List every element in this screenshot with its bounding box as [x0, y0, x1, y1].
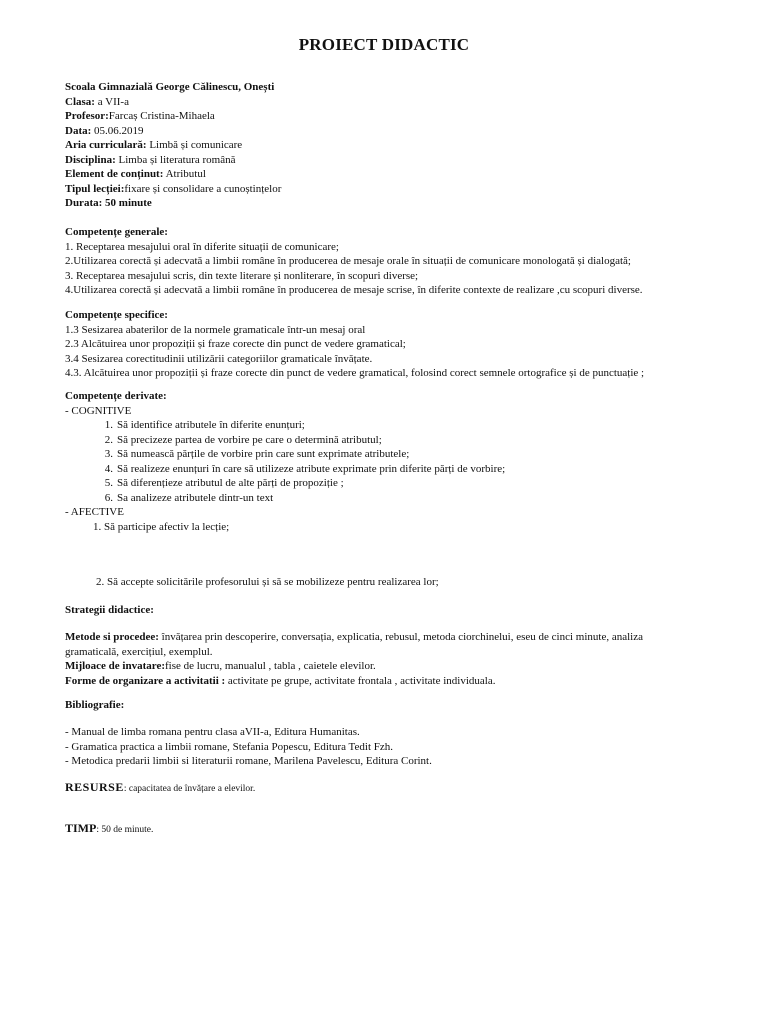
derived-competences	[65, 389, 745, 534]
bibliography-title: Bibliografie:	[65, 699, 125, 711]
list-item: 1. Să identifice atributele în diferite enunțuri;	[104, 419, 305, 431]
lesson-type-row: Tipul lecției:fixare și consolidare a cunoștințelor	[65, 182, 282, 195]
list-item: 2. Să precizeze partea de vorbire pe care o determină atributul;	[104, 433, 382, 446]
list-item: 6. Sa analizeze atributele dintr-un text	[104, 491, 274, 504]
strategies-title: Strategii didactice:	[65, 604, 154, 616]
resources-text: : capacitatea de învățare a elevilor.	[123, 784, 256, 794]
list-item: 4.Utilizarea corectă și adecvată a limbii române în producerea de mesaje scrise, în diferite contexte de realizare ,cu scopuri diverse.	[65, 284, 643, 296]
date-row: Data: 05.06.2019	[65, 124, 144, 137]
list-item: 2.Utilizarea corectă și adecvată a limbii române în producerea de mesaje orale în situații de comunicare monologată și dialogată;	[65, 255, 631, 267]
forms-text: activitate pe grupe, activitate frontala , activitate individuala.	[225, 674, 496, 687]
teacher-row: Profesor:Farcaș Cristina-Mihaela	[65, 110, 215, 122]
area-row: Aria curriculară: Limbă și comunicare	[65, 139, 243, 151]
list-item: - Metodica predarii limbii si literaturii romane, Marilena Pavelescu, Editura Corint.	[65, 755, 432, 767]
header-info	[65, 80, 745, 211]
class-row: Clasa: a VII-a	[65, 95, 129, 108]
methods-text: învățarea prin descoperire, conversația, explicatia, rebusul, metoda ciorchinelui, eseu de cinci minute, analiza	[158, 631, 643, 643]
strategies-body	[65, 630, 745, 688]
methods-label: Metode si procedee:	[65, 631, 159, 643]
time-row	[65, 821, 745, 838]
list-item: 1. Receptarea mesajului oral în diferite situații de comunicare;	[65, 240, 339, 253]
means-text: fise de lucru, manualul , tabla , caietele elevilor.	[165, 660, 376, 672]
section-title: Competențe derivate:	[65, 390, 167, 402]
time-label: TIMP	[65, 821, 97, 835]
list-item: 1. Să participe afectiv la lecție;	[93, 520, 230, 533]
list-item: 2. Să accepte solicitările profesorului și să se mobilizeze pentru realizarea lor;	[96, 576, 439, 588]
duration-row: Durata: 50 minute	[65, 197, 152, 209]
list-item: - Manual de limba romana pentru clasa aVII-a, Editura Humanitas.	[65, 726, 360, 738]
time-text: : 50 de minute.	[96, 825, 154, 835]
list-item: 1.3 Sesizarea abaterilor de la normele gramaticale într-un mesaj oral	[65, 323, 366, 336]
list-item: 3.4 Sesizarea corectitudinii utilizării categoriilor gramaticale învățate.	[65, 352, 373, 365]
means-label: Mijloace de invatare:	[65, 660, 165, 672]
bibliography-list	[65, 725, 745, 769]
section-title: Competențe specifice:	[65, 309, 168, 321]
resources-label: RESURSE	[65, 780, 124, 794]
list-item: 4. Să realizeze enunțuri în care să utilizeze atribute exprimate prin diferite părți de vorbire;	[104, 462, 506, 475]
resources-row	[65, 780, 745, 797]
forms-label: Forme de organizare a activitatii :	[65, 674, 226, 687]
affective-label: - AFECTIVE	[65, 506, 124, 518]
list-item: 2.3 Alcătuirea unor propoziții și fraze corecte din punct de vedere gramatical;	[65, 338, 406, 350]
specific-competences	[65, 308, 745, 381]
general-competences	[65, 225, 745, 298]
content-row: Element de conținut: Atributul	[65, 168, 206, 180]
list-item: - Gramatica practica a limbii romane, Stefania Popescu, Editura Tedit Fzh.	[65, 740, 393, 753]
list-item: 5. Să diferențieze atributul de alte părți de propoziție ;	[104, 477, 344, 489]
discipline-row: Disciplina: Limba și literatura română	[65, 153, 236, 166]
list-item: 4.3. Alcătuirea unor propoziții și fraze corecte din punct de vedere gramatical, folosind corect semnele ortografice și de punctuație ;	[65, 367, 645, 379]
document-title: PROIECT DIDACTIC	[298, 35, 470, 54]
list-item: 3. Să numească părțile de vorbire prin care sunt exprimate atributele;	[104, 448, 410, 460]
list-item: 3. Receptarea mesajului scris, din texte literare și nonliterare, în scopuri diverse;	[65, 269, 419, 282]
section-title: Competențe generale:	[65, 226, 168, 238]
school-name: Scoala Gimnazială George Călinescu, Onești	[65, 81, 275, 93]
methods-text-cont: gramaticală, exercițiul, exemplul.	[65, 645, 213, 658]
cognitive-label: - COGNITIVE	[65, 404, 132, 417]
